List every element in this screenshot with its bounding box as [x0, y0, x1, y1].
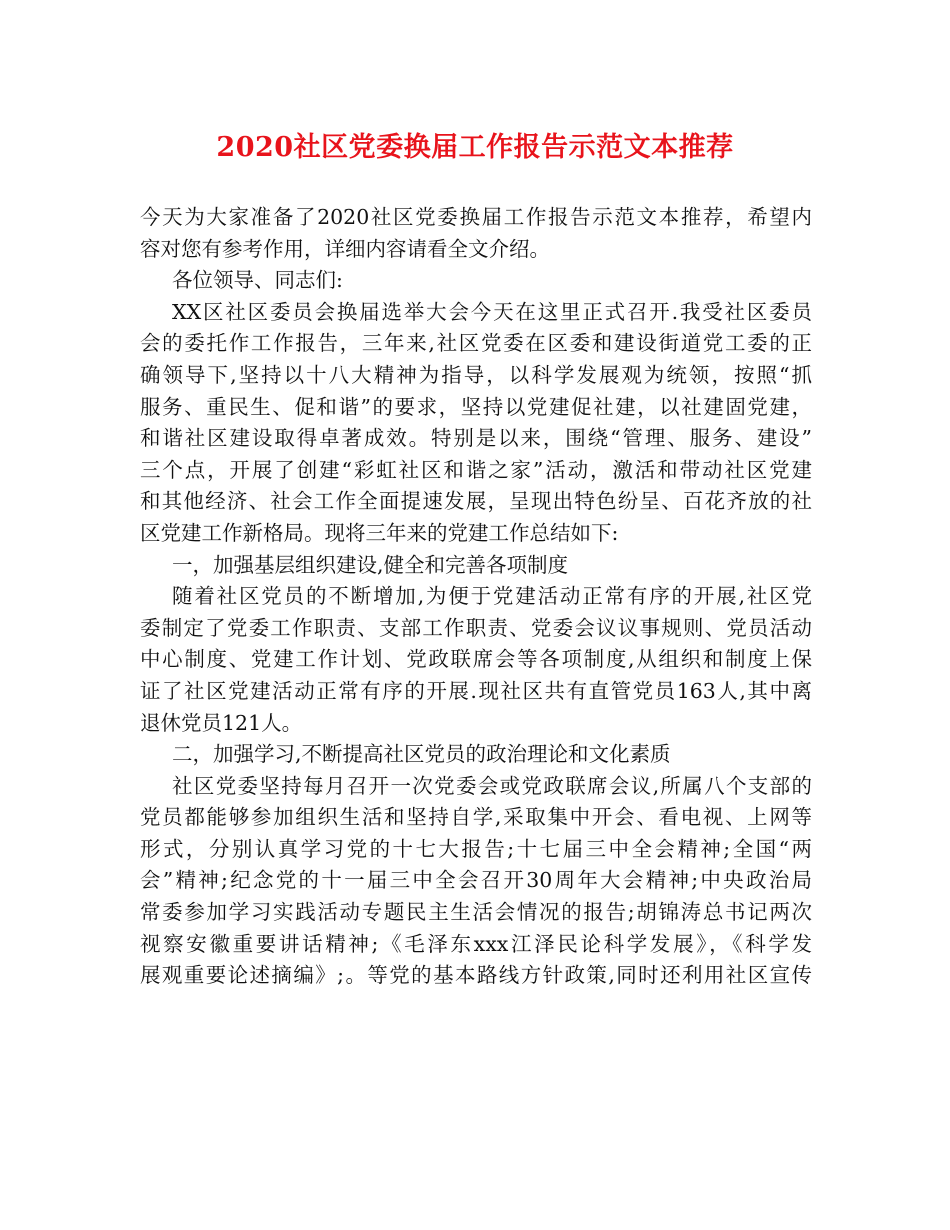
- body-line-p3-5: 常委参加学习实践活动专题民主生活会情况的报告;胡锦涛总书记两次: [140, 900, 812, 925]
- body-line-p1-1: XX区社区委员会换届选举大会今天在这里正式召开.我受社区委员: [172, 299, 812, 324]
- body-line-intro-2: 容对您有参考作用，详细内容请看全文介绍。: [140, 236, 550, 261]
- body-line-p2-3: 中心制度、党建工作计划、党政联席会等各项制度,从组织和制度上保: [140, 647, 812, 672]
- body-line-p2-4: 证了社区党建活动正常有序的开展.现社区共有直管党员163人,其中离: [140, 678, 812, 703]
- body-line-p2-2: 委制定了党委工作职责、支部工作职责、党委会议议事规则、党员活动: [140, 615, 812, 640]
- body-line-p2-5: 退休党员121人。: [140, 710, 303, 735]
- body-line-p3-6: 视察安徽重要讲话精神;《毛泽东xxx江泽民论科学发展》，《科学发: [140, 931, 812, 956]
- body-line-p1-4: 服务、重民生、促和谐”的要求，坚持以党建促社建，以社建固党建，: [140, 394, 812, 419]
- body-line-p1-5: 和谐社区建设取得卓著成效。特别是以来，围绕“管理、服务、建设”: [140, 426, 812, 451]
- body-line-p1-8: 区党建工作新格局。现将三年来的党建工作总结如下:: [140, 520, 619, 545]
- section-heading-2: 二，加强学习,不断提高社区党员的政治理论和文化素质: [172, 742, 671, 767]
- body-line-p1-7: 和其他经济、社会工作全面提速发展，呈现出特色纷呈、百花齐放的社: [140, 489, 812, 514]
- document-body: [140, 202, 812, 992]
- body-line-p1-2: 会的委托作工作报告，三年来,社区党委在区委和建设街道党工委的正: [140, 331, 812, 356]
- body-line-p3-3: 形式，分别认真学习党的十七大报告;十七届三中全会精神;全国“两: [140, 836, 812, 861]
- body-line-intro-1: 今天为大家准备了2020社区党委换届工作报告示范文本推荐，希望内: [140, 205, 812, 229]
- body-line-p3-1: 社区党委坚持每月召开一次党委会或党政联席会议,所属八个支部的: [172, 773, 812, 798]
- body-line-p2-1: 随着社区党员的不断增加,为便于党建活动正常有序的开展,社区党: [172, 584, 812, 609]
- body-line-p3-2: 党员都能够参加组织生活和坚持自学,采取集中开会、看电视、上网等: [140, 805, 812, 830]
- body-line-p1-3: 确领导下,坚持以十八大精神为指导，以科学发展观为统领，按照“抓: [140, 362, 812, 387]
- body-line-p3-4: 会”精神;纪念党的十一届三中全会召开30周年大会精神;中央政治局: [140, 868, 812, 893]
- document-title: 2020社区党委换届工作报告示范文本推荐: [216, 132, 734, 163]
- section-heading-1: 一，加强基层组织建设,健全和完善各项制度: [172, 552, 569, 577]
- body-line-salutation: 各位领导、同志们:: [172, 268, 343, 293]
- body-line-p3-7: 展观重要论述摘编》;。等党的基本路线方针政策,同时还利用社区宣传: [140, 963, 812, 988]
- body-line-p1-6: 三个点，开展了创建“彩虹社区和谐之家”活动，激活和带动社区党建: [140, 457, 812, 482]
